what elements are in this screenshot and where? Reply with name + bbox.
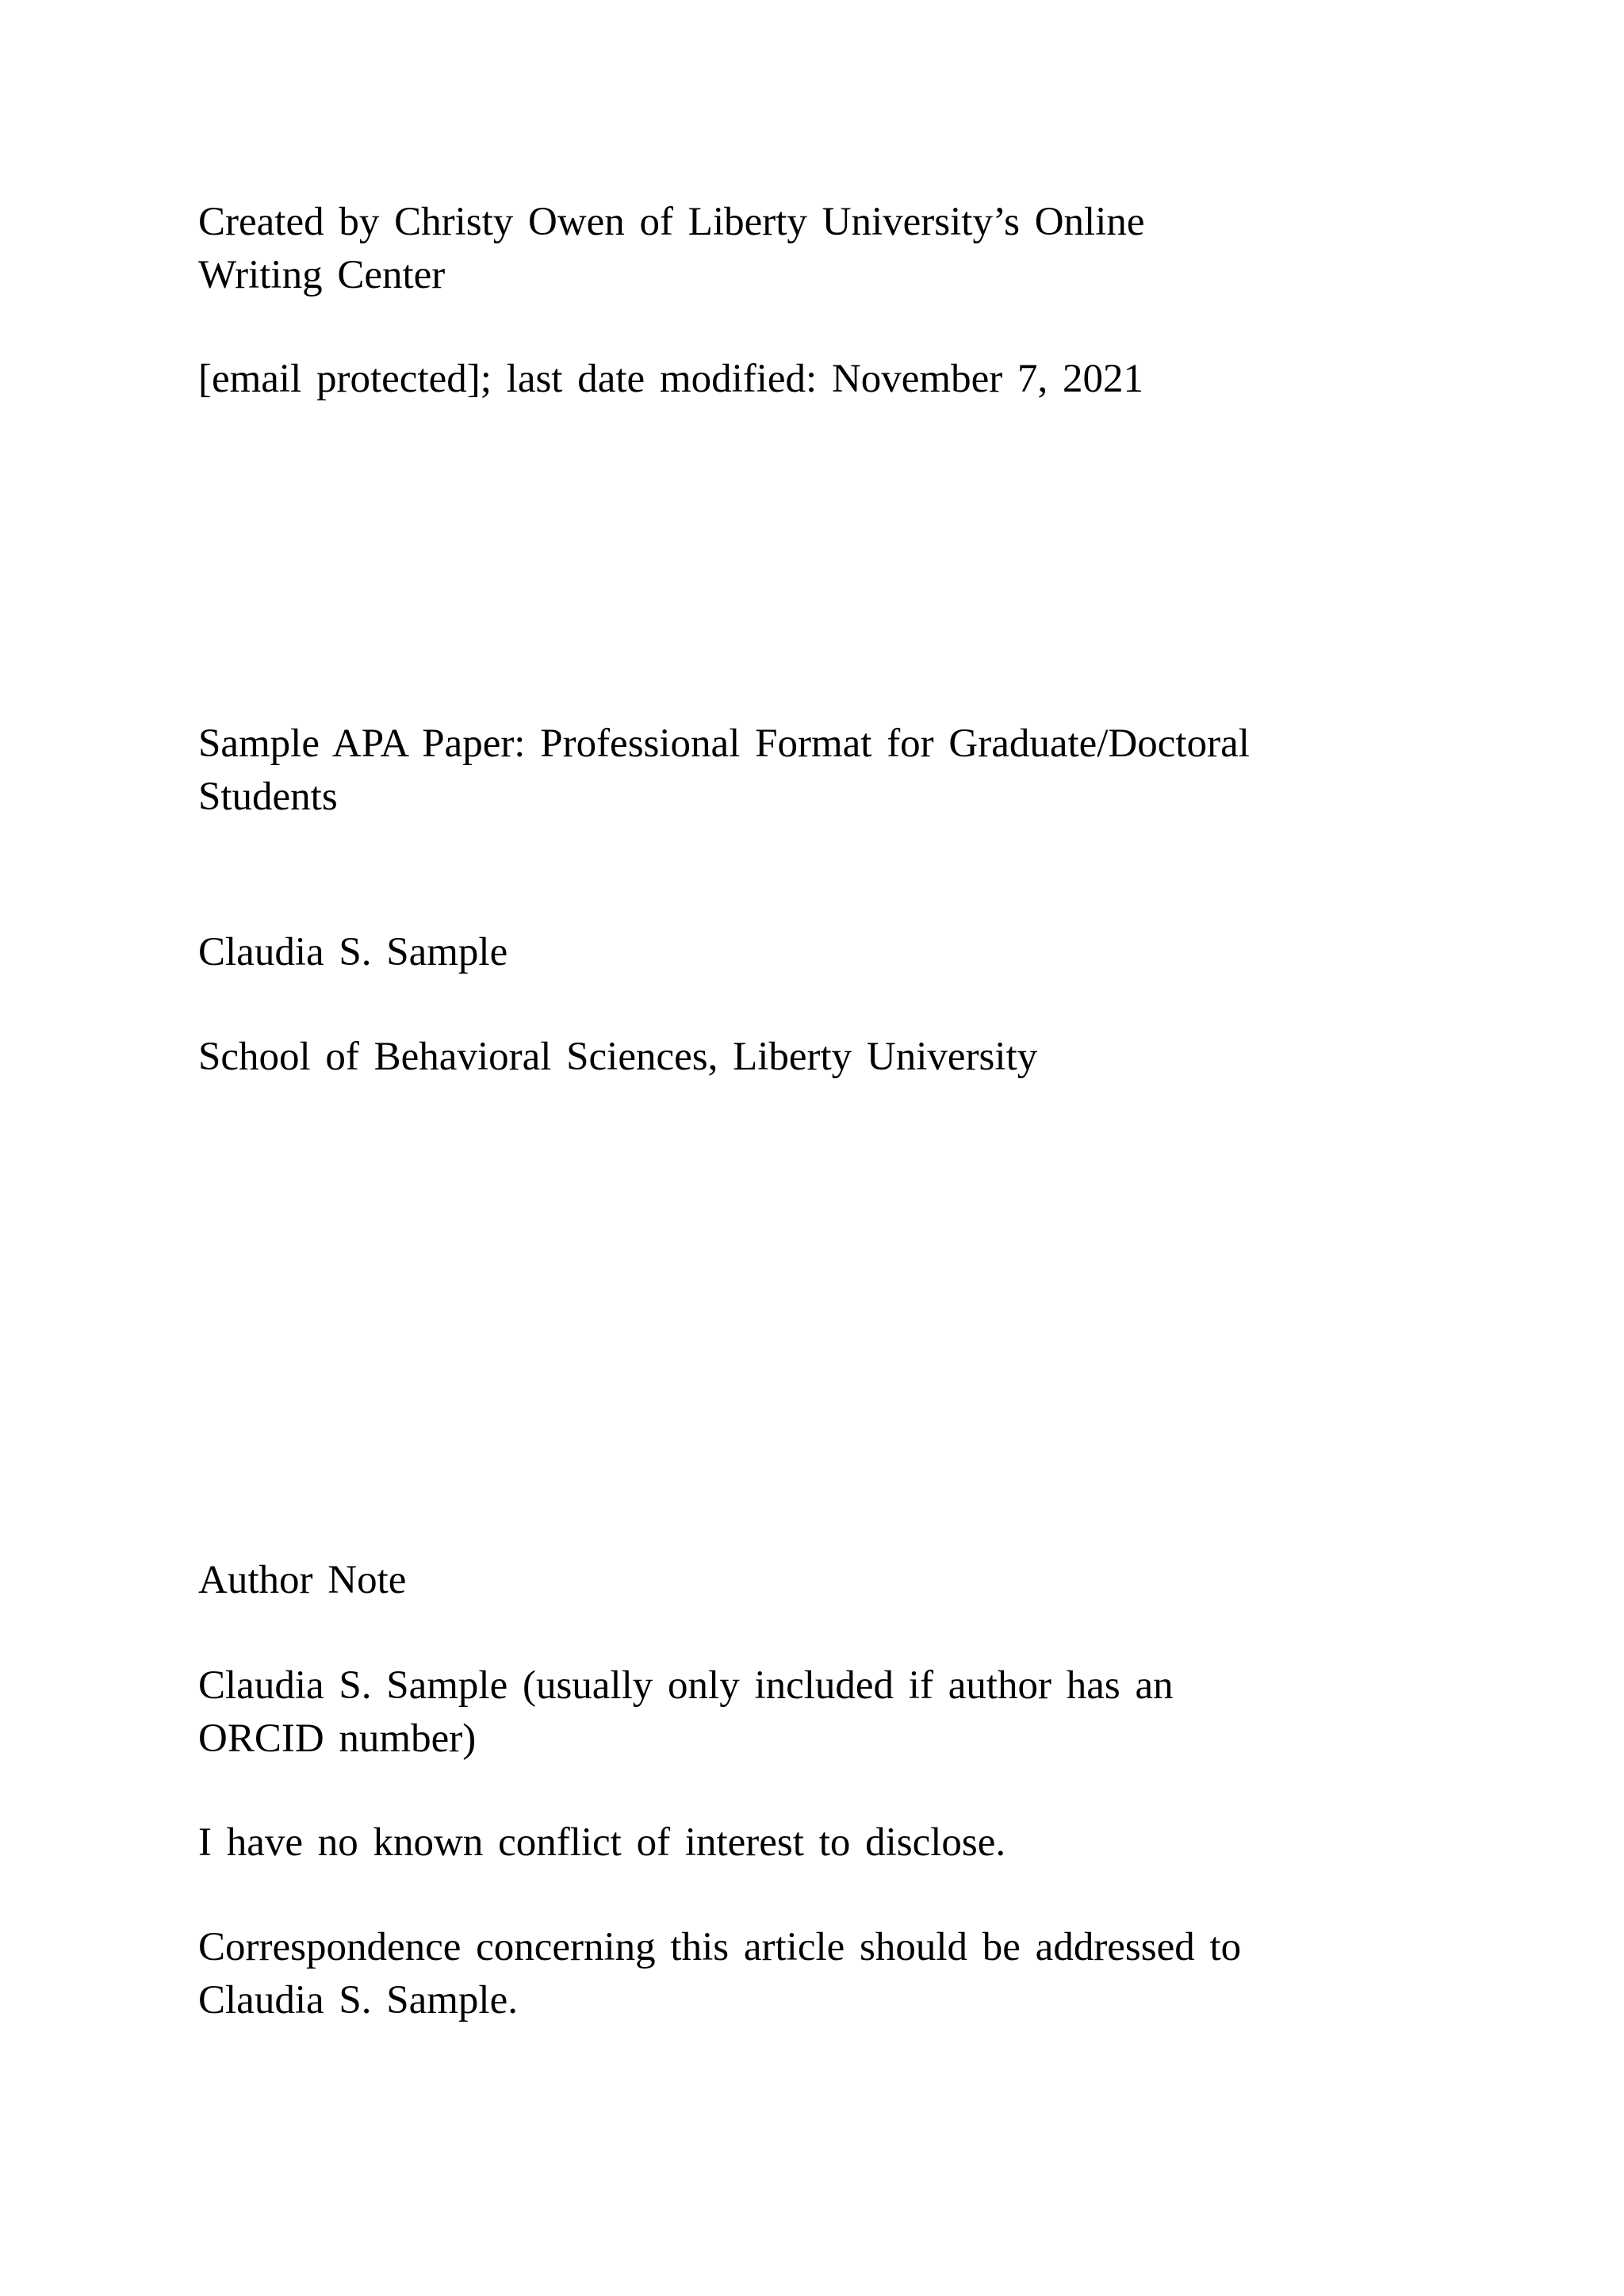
created-by-line-2: Writing Center <box>198 253 446 297</box>
paper-title-line-2: Students <box>198 775 338 819</box>
affiliation-text: School of Behavioral Sciences, Liberty University <box>198 1035 1038 1079</box>
orcid-note <box>198 1659 1435 1766</box>
paper-title-line-1: Sample APA Paper: Professional Format for Graduate/Doctoral <box>198 721 1250 766</box>
orcid-note-line-2: ORCID number) <box>198 1716 477 1761</box>
created-by-line-1: Created by Christy Owen of Liberty University’s Online <box>198 200 1145 244</box>
conflict-of-interest-statement <box>198 1816 1435 1869</box>
correspondence-line-2: Claudia S. Sample. <box>198 1978 518 2022</box>
author-name <box>198 926 1435 979</box>
contact-line: [email protected]; last date modified: November 7, 2021 <box>198 357 1143 401</box>
paper-title <box>198 718 1435 824</box>
author-affiliation <box>198 1031 1435 1084</box>
author-note-heading-text: Author Note <box>198 1558 407 1602</box>
contact-and-modified-date <box>198 353 1435 406</box>
author-name-text: Claudia S. Sample <box>198 930 508 974</box>
correspondence-line-1: Correspondence concerning this article should be addressed to <box>198 1925 1242 1969</box>
orcid-note-line-1: Claudia S. Sample (usually only included if author has an <box>198 1663 1174 1708</box>
author-note-heading <box>198 1554 1435 1607</box>
created-by-note <box>198 196 1435 302</box>
correspondence-statement <box>198 1921 1435 2027</box>
conflict-text: I have no known conflict of interest to disclose. <box>198 1820 1006 1865</box>
